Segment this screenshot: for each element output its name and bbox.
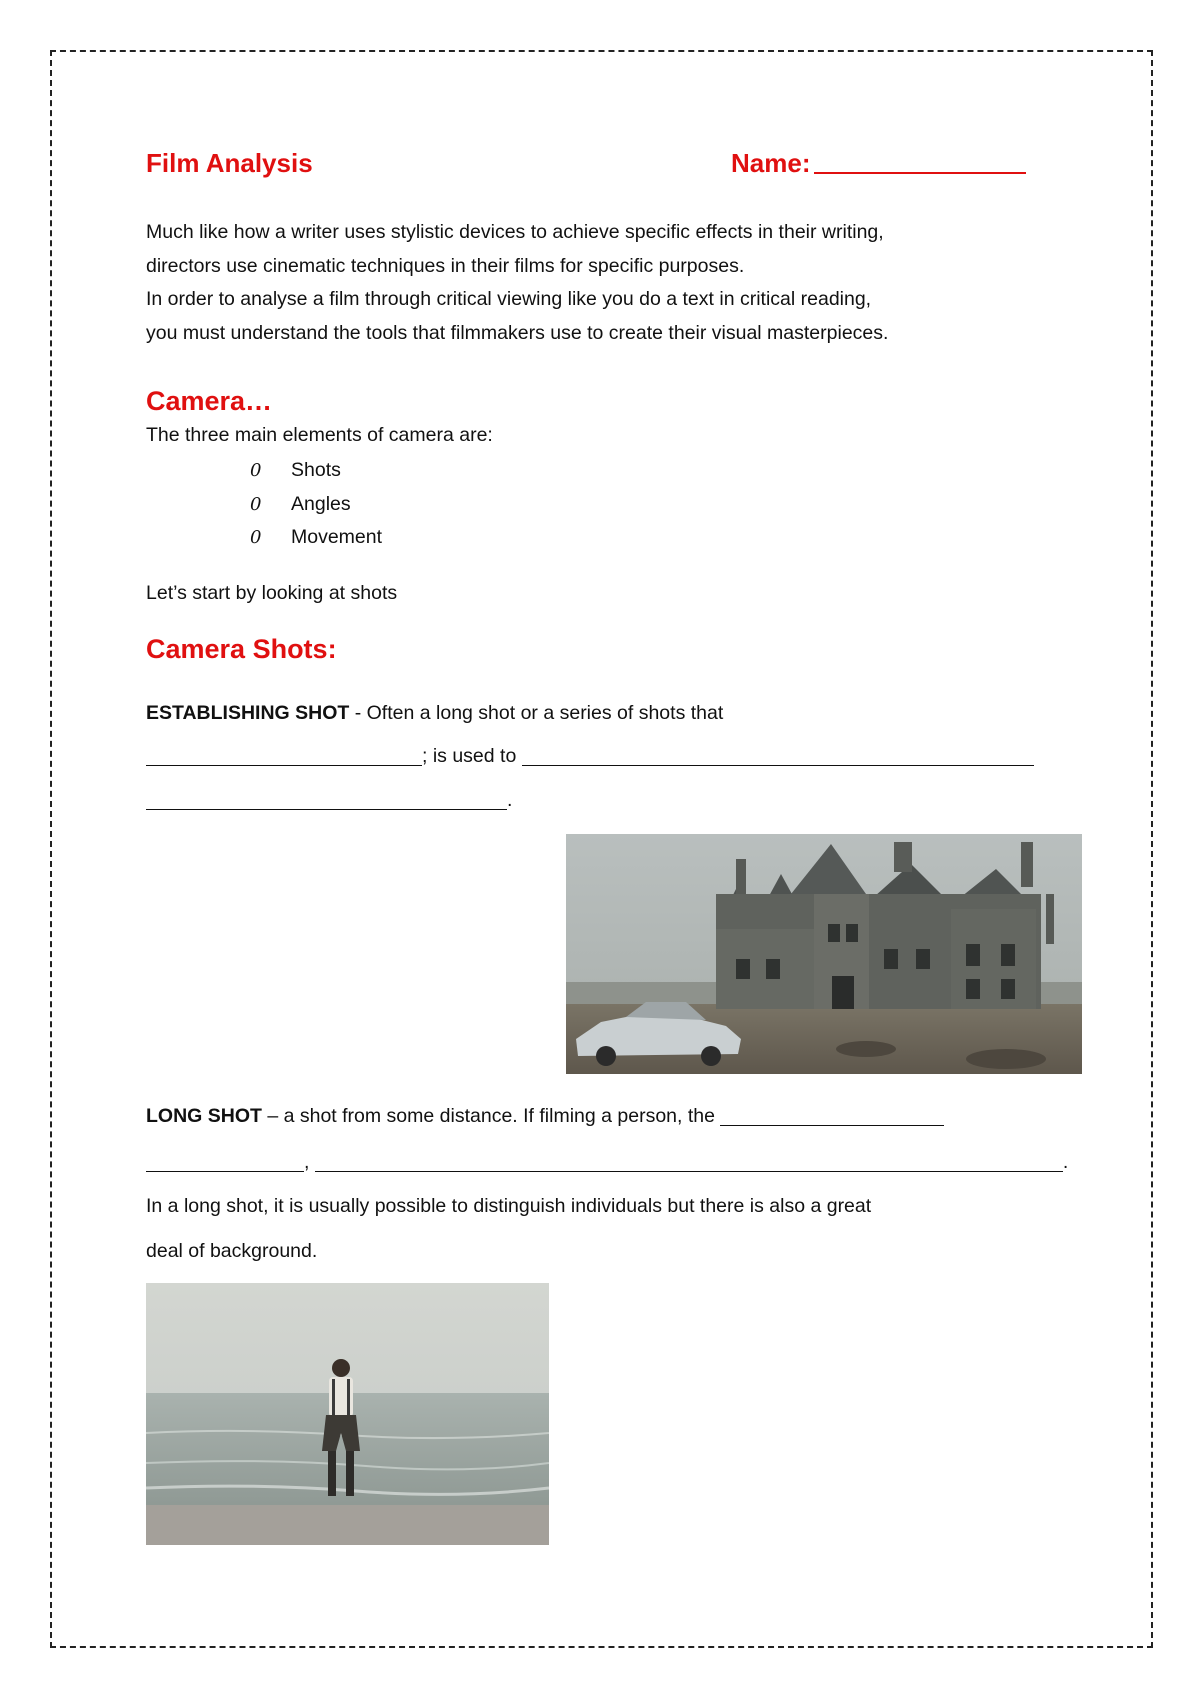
fill-blank[interactable] [146, 789, 507, 810]
bullet-icon: 0 [250, 527, 262, 548]
intro-line: you must understand the tools that filmmakers use to create their visual masterpieces. [146, 321, 889, 344]
camera-heading: Camera… [146, 386, 273, 416]
intro-line: Much like how a writer uses stylistic devices to achieve specific effects in their writing, [146, 221, 884, 243]
camera-shots-heading: Camera Shots: [146, 634, 337, 664]
fill-blank[interactable] [522, 745, 1034, 766]
list-item: 0 Shots [250, 454, 382, 488]
intro-line: In order to analyse a film through critical viewing like you do a text in critical reading, [146, 288, 872, 310]
intro-line: directors use cinematic techniques in their films for specific purposes. [146, 254, 745, 277]
camera-subheading: The three main elements of camera are: [146, 424, 493, 446]
lets-start-text: Let’s start by looking at shots [146, 582, 398, 604]
long-shot-line-1: LONG SHOT – a shot from some distance. If filming a person, the [146, 1105, 944, 1128]
page-title: Film Analysis [146, 148, 313, 178]
fill-blank[interactable] [720, 1105, 944, 1126]
establishing-shot-line-2: ; is used to [146, 745, 1034, 768]
long-shot-line-4: deal of background. [146, 1240, 318, 1262]
establishing-shot-line-1: ESTABLISHING SHOT - Often a long shot or a series of shots that [146, 702, 724, 724]
list-item: 0 Movement [250, 521, 382, 555]
camera-elements-list [250, 454, 382, 555]
fill-blank[interactable] [146, 745, 422, 766]
long-shot-term: LONG SHOT [146, 1105, 262, 1127]
intro-paragraph [146, 216, 1076, 350]
fill-blank[interactable] [315, 1151, 1063, 1172]
establishing-shot-image [566, 834, 1082, 1074]
bullet-icon: 0 [250, 493, 262, 515]
list-item: 0 Angles [250, 488, 382, 522]
name-field[interactable] [731, 148, 1026, 179]
house-illustration [566, 834, 1082, 1074]
bullet-icon: 0 [250, 460, 262, 481]
long-shot-line-2: , . [146, 1151, 1068, 1174]
name-blank-line[interactable] [814, 148, 1026, 174]
fill-blank[interactable] [146, 1151, 304, 1172]
sea-illustration [146, 1283, 549, 1545]
establishing-shot-line-3: . [146, 789, 512, 812]
long-shot-line-3: In a long shot, it is usually possible to distinguish individuals but there is also a great [146, 1195, 872, 1217]
name-label: Name: [731, 148, 811, 178]
long-shot-image [146, 1283, 549, 1545]
establishing-shot-term: ESTABLISHING SHOT [146, 702, 350, 724]
